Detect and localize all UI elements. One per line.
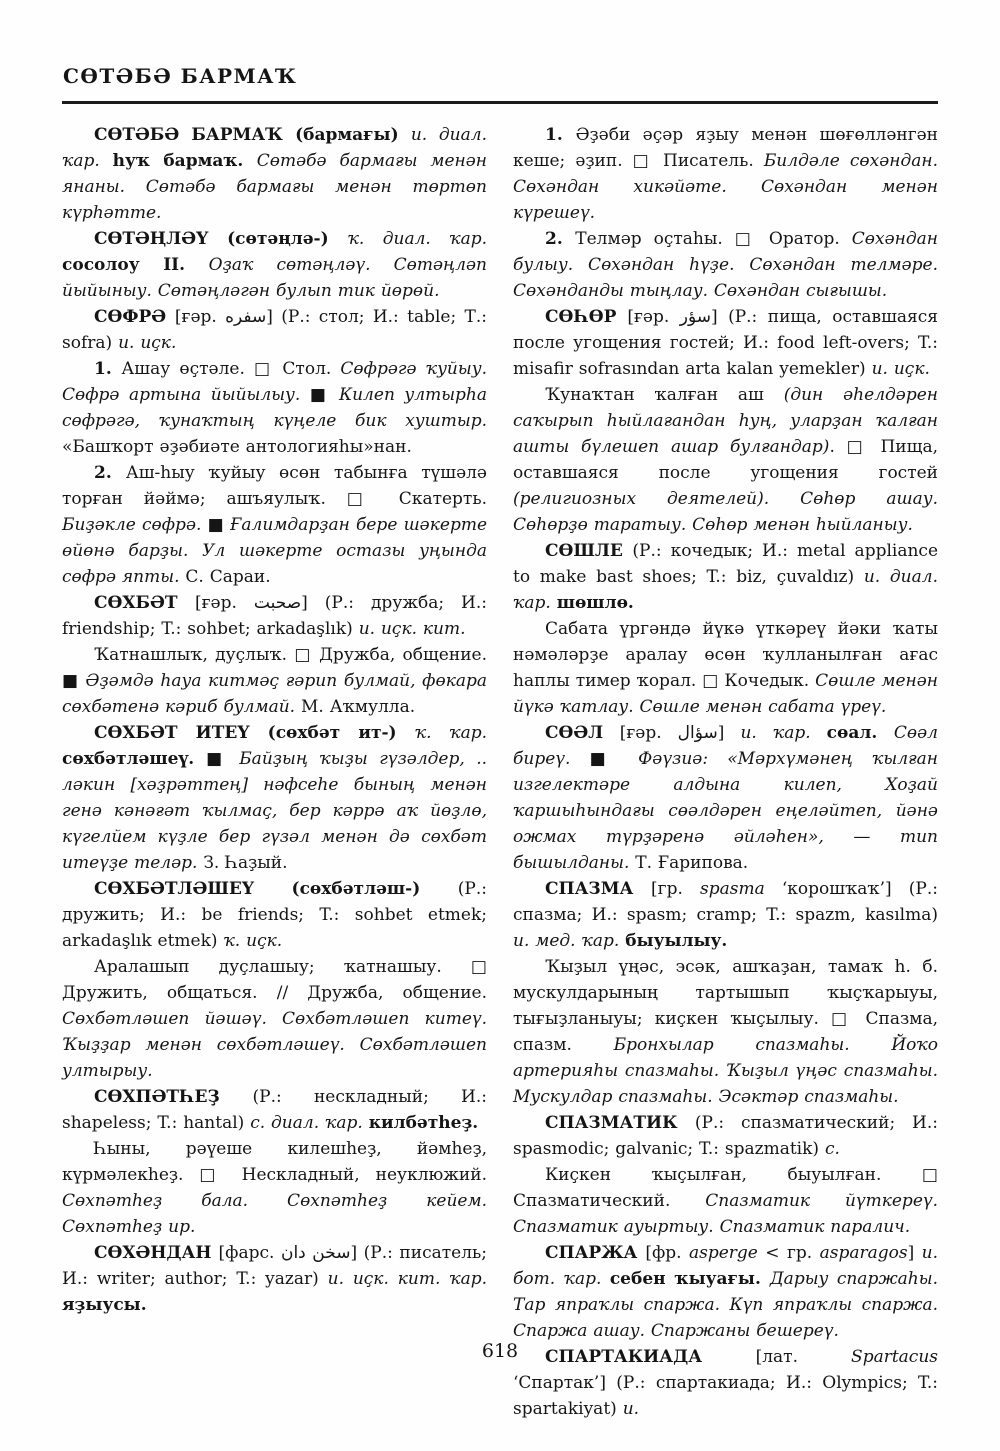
text-run: Аш-һыу ҡуйыу өсөн табынға түшәлә торған йәймә; ашъяулыҡ. □ Скатерть. <box>62 463 487 509</box>
text-run: ■ <box>309 385 339 405</box>
entry-paragraph <box>513 122 938 226</box>
text-run: с. <box>824 1139 840 1159</box>
text-run: СПАРТАКИАДА <box>545 1347 756 1367</box>
text-run: Әҙәби әҫәр яҙыу менән шөғөлләнгән кеше; әҙип. □ Писатель. <box>513 125 939 171</box>
text-run: [ғәр. صحبت] (Р.: дружба; И.: friendship; T.: sohbet; arkadaşlık) <box>62 593 488 639</box>
entry-paragraph <box>513 616 938 720</box>
text-run: Сөшле менән йүкә ҡатлау. Сөшле менән сабата үреү. <box>513 671 938 717</box>
text-run: яҙыусы. <box>62 1295 147 1315</box>
text-run: с. диал. ҡар. <box>250 1113 369 1133</box>
text-run: ‘Спартак’] (Р.: спартакиада; И.: Olympics; T.: spartakiyat) <box>513 1373 938 1419</box>
text-run: и. бот. ҡар. <box>513 1243 938 1289</box>
entry-paragraph <box>62 954 487 1084</box>
entry-paragraph <box>513 538 938 616</box>
text-run: «Башҡорт әҙәбиәте антологияһы»нан. <box>62 437 412 457</box>
entry-paragraph <box>513 876 938 954</box>
running-head: СӨТӘБӘ БАРМАҠ <box>63 64 298 88</box>
text-run: СӨТӘҢЛӘҮ (сөтәңлә-) <box>94 229 348 249</box>
text-run: [гр. <box>651 879 701 899</box>
text-run: [ғәр. سؤر] (Р.: пища, оставшаяся после угощения гостей; И.: food left-overs; T.: misafir sofrasından arta kalan yemekler) <box>513 307 938 379</box>
text-run: ] <box>907 1243 922 1263</box>
entry-paragraph <box>62 876 487 954</box>
text-run: и. диал. ҡар. <box>62 125 487 171</box>
text-run: Сөфрәгә ҡуйыу. Сөфрә артына йыйылыу. <box>62 359 487 405</box>
entry-paragraph <box>513 304 938 382</box>
text-run: СӨХБӘТЛӘШЕҮ (сөхбәтләш-) <box>94 879 458 899</box>
text-run: Биҙәкле сөфрә. <box>62 515 208 535</box>
text-run: (Р.: нескладный; И.: shapeless; T.: hantal) <box>62 1087 488 1133</box>
text-run: ҡ. диал. ҡар. <box>347 229 487 249</box>
text-run: СӨХӘНДАН <box>94 1243 219 1263</box>
text-run: һуҡ бармаҡ. <box>112 151 257 171</box>
text-run: [лат. <box>755 1347 852 1367</box>
entry-paragraph <box>62 720 487 876</box>
text-run: и. иҫк. кит. ҡар. <box>327 1269 487 1289</box>
text-run: Байҙың ҡыҙы гүзәлдер, .. ләкин [хәҙрәттең] нәфсеһе бының менән генә кәнәғәт ҡылмаҫ, бер кәррә аҡ йөҙлө, күгелйем күҙле бер гүзәл менән дә сөхбәт итеүҙе теләр. <box>62 749 488 873</box>
text-run: Сөтәбә бармағы менән янаны. Сөтәбә бармағы менән төртөп күрһәтте. <box>62 151 487 223</box>
text-run: С. Сараи. <box>185 567 271 587</box>
text-run: (дин әһелдәрен саҡырып һыйлағандан һуң, уларҙан ҡалған ашты бүлешеп ашар булғандар) <box>513 385 938 457</box>
text-run: себен ҡыуағы. <box>609 1269 770 1289</box>
text-run: СӨХБӘТ ИТЕҮ (сөхбәт ит-) <box>94 723 415 743</box>
text-run: и. иҫк. кит. <box>358 619 466 639</box>
text-run: и. ҡар. <box>740 723 827 743</box>
text-run: быуылыу. <box>625 931 728 951</box>
text-run: и. иҫк. <box>871 359 930 379</box>
text-run: сосолоу II. <box>62 255 209 275</box>
text-run: СӨХБӘТ <box>94 593 196 613</box>
text-run: < гр. <box>765 1243 820 1263</box>
text-run: Билдәле сөхәндан. Сөхәндан хикәйәте. Сөхәндан менән күрешеү. <box>513 151 938 223</box>
text-run: ■ <box>207 515 231 535</box>
text-run: Т. Ғарипова. <box>635 853 749 873</box>
entry-paragraph <box>62 642 487 720</box>
text-run: Ҡунаҡтан ҡалған аш <box>545 385 784 405</box>
text-run: ■ <box>589 749 639 769</box>
text-run: ■ <box>206 749 240 769</box>
text-run: М. Аҡмулла. <box>301 697 416 717</box>
entry-paragraph <box>62 1240 487 1318</box>
entry-paragraph <box>513 1162 938 1240</box>
text-run: Сөхпәтһеҙ бала. Сөхпәтһеҙ кейем. Сөхпәтһеҙ ир. <box>62 1191 487 1237</box>
text-run: (Р.: спазматический; И.: spasmodic; galvanic; T.: spazmatik) <box>513 1113 939 1159</box>
column-right <box>513 122 939 1419</box>
text-run: Сабата үргәндә йүкә үткәреү йәки ҡаты нәмәләрҙе аралау өсөн ҡулланылған ағас һаплы тимер ҡорал. □ Кочедык. <box>513 619 938 691</box>
text-run: сөхбәтләшеү. <box>62 749 207 769</box>
entry-paragraph <box>62 356 487 460</box>
text-run: Дарыу спаржаһы. Тар япраҡлы спаржа. Күп япраҡлы спаржа. Спаржа ашау. Спаржаны бешереү. <box>513 1269 938 1341</box>
header-rule <box>62 101 938 104</box>
text-run: Аралашып дуҫлашыу; ҡатнашыу. □ Дружить, общаться. // Дружба, общение. <box>62 957 487 1003</box>
text-run: ҡ. иҫк. <box>223 931 283 951</box>
text-run: [фарс. سخن دان] (Р.: писатель; И.: writer; author; T.: yazar) <box>62 1243 487 1289</box>
text-run: Килеп ултырһа сөфрәгә, ҡунаҡтың күңеле бик хуштыр. <box>62 385 487 431</box>
column-left <box>62 122 487 1336</box>
text-run: Һыны, рәүеше килешһеҙ, йәмһеҙ, күрмәлекһеҙ. □ Нескладный, неуклюжий. <box>62 1139 487 1185</box>
text-run: (религиозных деятелей). Сөһөр ашау. Сөһөрҙө таратыу. Сөһөр менән һыйланыу. <box>513 489 938 535</box>
text-run: 1. <box>545 125 576 145</box>
text-run: ‘корошҡаҡ’] (Р.: спазма; И.: spasm; cramp; T.: spazm, kasılma) <box>513 879 938 925</box>
text-run: Бронхылар спазмаһы. Йоҡо артерияһы спазмаһы. Ҡыҙыл үңәс спазмаһы. Мускулдар спазмаһы. Эсәктәр спазмаһы. <box>513 1035 938 1107</box>
text-run: Сөәл биреү. <box>513 723 938 769</box>
text-run: Фәүзиә: «Мәрхүмәнең ҡылған изгелектәре алдына килеп, Хоҙай ҡаршыһындағы сөәлдәрен еңеләйтеп, йәнә ожмах түрҙәренә әйләһен», — тип бышылданы. <box>513 749 939 873</box>
text-run: [ғәр. سفره] (Р.: стол; И.: table; Т.: sofra) <box>62 307 487 353</box>
entry-paragraph <box>513 720 938 876</box>
text-run: Оҙаҡ сөтәңләү. Сөтәңләп йыйыныу. Сөтәңләгән булып тик йөрөй. <box>62 255 487 301</box>
entry-paragraph <box>62 1084 487 1136</box>
text-run: СПАРЖА <box>545 1243 646 1263</box>
text-run: и. мед. ҡар. <box>513 931 626 951</box>
text-run: (Р.: кочедык; И.: metal appliance to make bast shoes; T.: biz, çuvaldız) <box>513 541 938 587</box>
text-run: asparagos <box>819 1243 908 1263</box>
text-run: [фр. <box>645 1243 689 1263</box>
text-run: СПАЗМАТИК <box>545 1113 695 1133</box>
text-run: СӨӘЛ <box>545 723 620 743</box>
entry-paragraph <box>62 460 487 590</box>
text-run: СПАЗМА <box>545 879 652 899</box>
entry-paragraph <box>513 382 938 538</box>
text-run: 1. <box>94 359 122 379</box>
text-run: Сөхәндан булыу. Сөхәндан һүҙе. Сөхәндан телмәре. Сөхәнданды тыңлау. Сөхәндан сығышы. <box>513 229 938 301</box>
entry-paragraph <box>62 122 487 226</box>
text-run: ҡ. ҡар. <box>414 723 487 743</box>
text-run: Ҡыҙыл үңәс, эсәк, ашҡаҙан, тамаҡ һ. б. мускулдарының тартышып ҡыҫҡарыуы, тығыҙланыуы; киҫкен ҡыҫылыу. □ Спазма, спазм. <box>513 957 938 1055</box>
text-run: Spartacus <box>851 1347 938 1367</box>
text-run: 2. <box>545 229 576 249</box>
entry-paragraph <box>513 954 938 1110</box>
text-run: asperge <box>688 1243 766 1263</box>
text-run: СӨҺӨР <box>545 307 628 327</box>
text-run: Киҫкен ҡыҫылған, быуылған. □ Спазматический. <box>513 1165 938 1211</box>
entry-paragraph <box>62 1136 487 1240</box>
text-run: Әҙәмдә һауа китмәҫ ғәрип булмай, фөкара сөхбәтенә кәриб булмай. <box>62 671 487 717</box>
text-run: Сөхбәтләшеп йәшәү. Сөхбәтләшеп китеү. Ҡыҙҙар менән сөхбәтләшеү. Сөхбәтләшеп ултырыу. <box>62 1009 487 1081</box>
text-run: [ғәр. سؤال] <box>619 723 741 743</box>
text-run: 2. <box>94 463 126 483</box>
text-run: . □ Пища, оставшаяся после угощения гостей <box>513 437 938 483</box>
entry-paragraph <box>62 226 487 304</box>
text-run: СӨШЛЕ <box>545 541 633 561</box>
text-run: килбәтһеҙ. <box>368 1113 479 1133</box>
text-run: СӨХПӘТҺЕҘ <box>94 1087 253 1107</box>
text-run: Ғалимдарҙан бере шәкерте өйөнә барҙы. Ул шәкерте остазы уңында сөфрә япты. <box>62 515 488 587</box>
text-run: (Р.: дружить; И.: be friends; T.: sohbet etmek; arkadaşlık etmek) <box>62 879 487 951</box>
text-run: и. диал. ҡар. <box>513 567 938 613</box>
text-run: и. <box>622 1399 640 1419</box>
entry-paragraph <box>513 226 938 304</box>
entry-paragraph <box>62 590 487 642</box>
text-run: spasma <box>700 879 782 899</box>
text-run: шөшлө. <box>556 593 634 613</box>
entry-paragraph <box>513 1240 938 1344</box>
entry-paragraph <box>513 1110 938 1162</box>
text-run: Спазматик йүткереү. Спазматик ауыртыу. Спазматик паралич. <box>513 1191 938 1237</box>
text-run: З. Һаҙый. <box>203 853 288 873</box>
text-run: Ашау өҫтәле. □ Стол. <box>121 359 341 379</box>
text-run: Телмәр оҫтаһы. □ Оратор. <box>575 229 852 249</box>
page-number: 618 <box>481 1340 519 1362</box>
entry-paragraph <box>62 304 487 356</box>
text-run: СӨФРӘ <box>94 307 175 327</box>
text-run: СӨТӘБӘ БАРМАҠ (бармағы) <box>94 125 411 145</box>
text-run: и. иҫк. <box>118 333 177 353</box>
text-run: Ҡатнашлыҡ, дуҫлыҡ. □ Дружба, общение. ■ <box>62 645 487 691</box>
text-run: сөал. <box>826 723 894 743</box>
